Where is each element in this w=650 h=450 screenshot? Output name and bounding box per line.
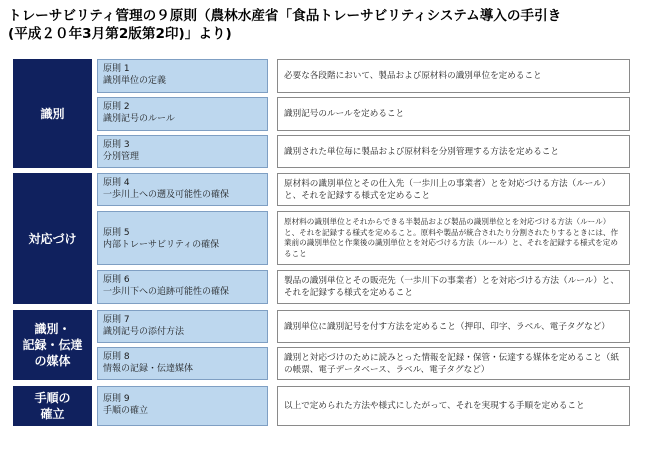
principle-number: 原則 1	[103, 64, 130, 74]
principle-number: 原則 9	[103, 394, 130, 404]
principle-label-cell	[97, 97, 268, 131]
principle-name: 識別記号の添付方法	[103, 327, 185, 337]
page-title-line1: トレーサビリティ管理の９原則（農林水産省「食品トレーサビリティシステム導入の手引き	[8, 8, 562, 24]
principle-description	[277, 270, 630, 304]
principle-description	[277, 211, 630, 265]
principle-description	[277, 59, 630, 93]
category-label: 対応づけ	[28, 231, 77, 246]
category-label: 記録・伝達	[22, 338, 83, 352]
principle-number: 原則 3	[103, 140, 130, 150]
principle-name: 手順の確立	[103, 406, 149, 416]
principle-description-text: 以上で定められた方法や様式にしたがって、それを実現する手順を定めること	[284, 401, 585, 411]
category-procedure	[13, 386, 92, 426]
principle-name: 一歩川下への追跡可能性の確保	[103, 287, 230, 297]
category-label: 確立	[40, 407, 65, 421]
principle-description	[277, 310, 630, 343]
principle-number: 原則 8	[103, 352, 130, 362]
principle-description	[277, 386, 630, 426]
principle-label-cell	[97, 135, 268, 168]
category-identification	[13, 59, 92, 168]
category-label: 識別	[40, 106, 65, 121]
principle-number: 原則 2	[103, 102, 130, 112]
principle-label-cell	[97, 270, 268, 304]
principle-label-cell	[97, 310, 268, 343]
principle-description	[277, 347, 630, 380]
principle-description	[277, 135, 630, 168]
principle-name: 情報の記録・伝達媒体	[103, 364, 194, 374]
category-media	[13, 310, 92, 380]
principle-description-text: 識別された単位毎に製品および原材料を分別管理する方法を定めること	[284, 146, 560, 157]
principle-label-cell	[97, 211, 268, 265]
page-title-line2: (平成２０年3月第2版第2印)」より)	[8, 26, 232, 42]
principle-description-text: 識別と対応づけのために読みとった情報を記録・保管・伝達する媒体を定めること（紙の帳票、電子データベース、ラベル、電子タグなど）	[284, 352, 619, 375]
principle-number: 原則 5	[103, 228, 130, 238]
principle-number: 原則 4	[103, 178, 130, 188]
principle-name: 分別管理	[103, 152, 140, 162]
principle-label-cell	[97, 347, 268, 380]
principle-number: 原則 6	[103, 275, 130, 285]
principle-name: 内部トレーサビリティの確保	[103, 240, 220, 250]
principle-name: 識別単位の定義	[103, 76, 167, 86]
principle-name: 一歩川上への遡及可能性の確保	[103, 190, 230, 200]
principle-description-text: 原材料の識別単位とその仕入先（一歩川上の事業者）とを対応づける方法（ルール）と、それを記録する様式を定めること	[284, 178, 611, 201]
principle-description-text: 必要な各段階において、製品および原材料の識別単位を定めること	[284, 71, 542, 81]
principle-description-text: 原材料の識別単位とそれからできる半製品および製品の識別単位とを対応づける方法（ルール）と、それを記録する様式を定めること。原料や製品が統合されたり分割されたりするときには、作業前の識別単位と作業後の識別単位とを対応づける方法（ルール）と、それを記録する様式を定めること	[284, 217, 619, 258]
principle-description	[277, 97, 630, 131]
principle-label-cell	[97, 59, 268, 93]
category-label: 識別・	[34, 322, 71, 336]
principle-description-text: 識別単位に識別記号を付す方法を定めること（押印、印字、ラベル、電子タグなど）	[284, 321, 610, 332]
principle-description-text: 製品の識別単位とその販売先（一歩川下の事業者）とを対応づける方法（ルール）と、それを記録する様式を定めること	[284, 276, 619, 298]
page-title	[8, 7, 644, 43]
category-label: 手順の	[34, 391, 71, 405]
principle-label-cell	[97, 386, 268, 426]
principle-number: 原則 7	[103, 315, 130, 325]
category-linking	[13, 173, 92, 304]
principle-name: 識別記号のルール	[103, 114, 175, 124]
principle-description-text: 識別記号のルールを定めること	[284, 109, 405, 119]
principle-label-cell	[97, 173, 268, 206]
principle-description	[277, 173, 630, 206]
category-label: の媒体	[34, 354, 71, 368]
